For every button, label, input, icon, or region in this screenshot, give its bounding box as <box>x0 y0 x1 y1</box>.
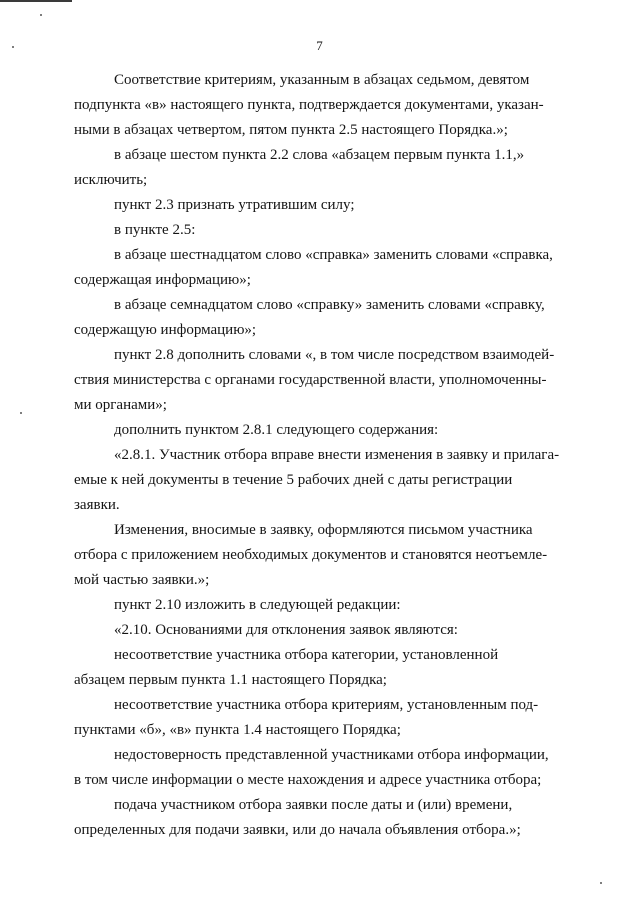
paragraph: в абзаце семнадцатом слово «справку» заменить словами «справку, содержащую информацию»; <box>74 297 545 338</box>
paragraph: в пункте 2.5: <box>114 222 196 238</box>
paragraph: подача участником отбора заявки после даты и (или) времени, определенных для подачи заявки, или до начала объявления отбора.»; <box>74 797 521 838</box>
paragraph: Соответствие критериям, указанным в абзацах седьмом, девятом подпункта «в» настоящего пункта, подтверждается документами, указан- ными в абзацах четвертом, пятом пункта 2.5 настоящего Порядка.»; <box>74 72 544 138</box>
paragraph: несоответствие участника отбора категории, установленной абзацем первым пункта 1.1 настоящего Порядка; <box>74 647 499 688</box>
paragraph: «2.8.1. Участник отбора вправе внести изменения в заявку и прилага- емые к ней документы в течение 5 рабочих дней с даты регистрации заявки. <box>74 447 560 513</box>
paragraph: недостоверность представленной участниками отбора информации, в том числе информации о месте нахождения и адресе участника отбора; <box>74 747 549 788</box>
scan-artifact-dot <box>600 882 602 884</box>
paragraph: «2.10. Основаниями для отклонения заявок являются: <box>114 622 458 638</box>
page-number: 7 <box>316 38 323 53</box>
scan-artifact-dot <box>40 14 42 16</box>
scan-artifact-dot <box>20 412 22 414</box>
paragraph: дополнить пунктом 2.8.1 следующего содержания: <box>114 422 439 438</box>
paragraph: несоответствие участника отбора критериям, установленным под- пунктами «б», «в» пункта 1.4 настоящего Порядка; <box>74 697 539 738</box>
paragraph: пункт 2.10 изложить в следующей редакции: <box>114 597 401 613</box>
paragraph: пункт 2.3 признать утратившим силу; <box>114 197 355 213</box>
paragraph: пункт 2.8 дополнить словами «, в том числе посредством взаимодей- ствия министерства с органами государственной власти, уполномоченны- ми органами»; <box>74 347 555 413</box>
paragraph: в абзаце шестнадцатом слово «справка» заменить словами «справка, содержащая информацию»; <box>74 247 553 288</box>
document-body <box>74 68 560 843</box>
paragraph: Изменения, вносимые в заявку, оформляются письмом участника отбора с приложением необходимых документов и становятся неотъемле- мой частью заявки.»; <box>74 522 548 588</box>
paragraph: в абзаце шестом пункта 2.2 слова «абзацем первым пункта 1.1,» исключить; <box>74 147 525 188</box>
scan-artifact-line <box>0 0 72 2</box>
